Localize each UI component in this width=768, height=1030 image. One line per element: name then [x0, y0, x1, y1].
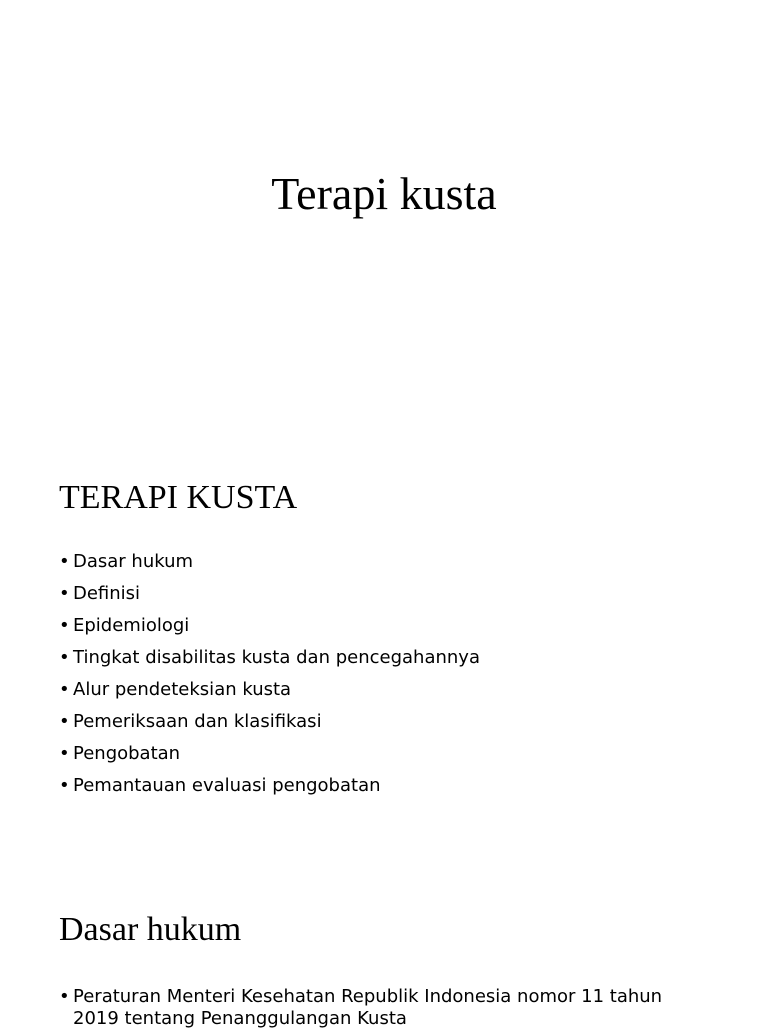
list-item-label: Alur pendeteksian kusta: [73, 679, 292, 700]
list-item-label: Pemeriksaan dan klasifikasi: [73, 711, 322, 732]
list-item: [59, 738, 480, 770]
list-item: [59, 674, 480, 706]
list-item-label: Tingkat disabilitas kusta dan pencegahannya: [73, 647, 480, 668]
list-item-label: Epidemiologi: [73, 615, 190, 636]
legal-basis-list: [59, 986, 713, 1030]
bullet-icon: •: [59, 775, 70, 796]
list-item-label: Peraturan Menteri Kesehatan Republik Indonesia nomor 11 tahun 2019 tentang Penanggulangan Kusta: [73, 986, 663, 1029]
bullet-icon: •: [59, 647, 70, 668]
list-item-label: Dasar hukum: [73, 551, 194, 572]
section-title-dasar-hukum: Dasar hukum: [59, 911, 242, 948]
list-item: [59, 706, 480, 738]
bullet-icon: •: [59, 711, 70, 732]
topic-list: [59, 546, 480, 802]
list-item: [59, 770, 480, 802]
list-item: [59, 578, 480, 610]
list-item: [59, 986, 713, 1030]
list-item-label: Definisi: [73, 583, 141, 604]
bullet-icon: •: [59, 551, 70, 572]
bullet-icon: •: [59, 743, 70, 764]
list-item: [59, 610, 480, 642]
bullet-icon: •: [59, 615, 70, 636]
slide-title-terapi-kusta: Terapi kusta: [271, 168, 497, 219]
list-item-label: Pengobatan: [73, 743, 181, 764]
list-item: [59, 642, 480, 674]
bullet-icon: •: [59, 986, 70, 1007]
bullet-icon: •: [59, 583, 70, 604]
list-item: [59, 546, 480, 578]
bullet-icon: •: [59, 679, 70, 700]
section-title-terapi-kusta: TERAPI KUSTA: [59, 479, 298, 516]
list-item-label: Pemantauan evaluasi pengobatan: [73, 775, 381, 796]
